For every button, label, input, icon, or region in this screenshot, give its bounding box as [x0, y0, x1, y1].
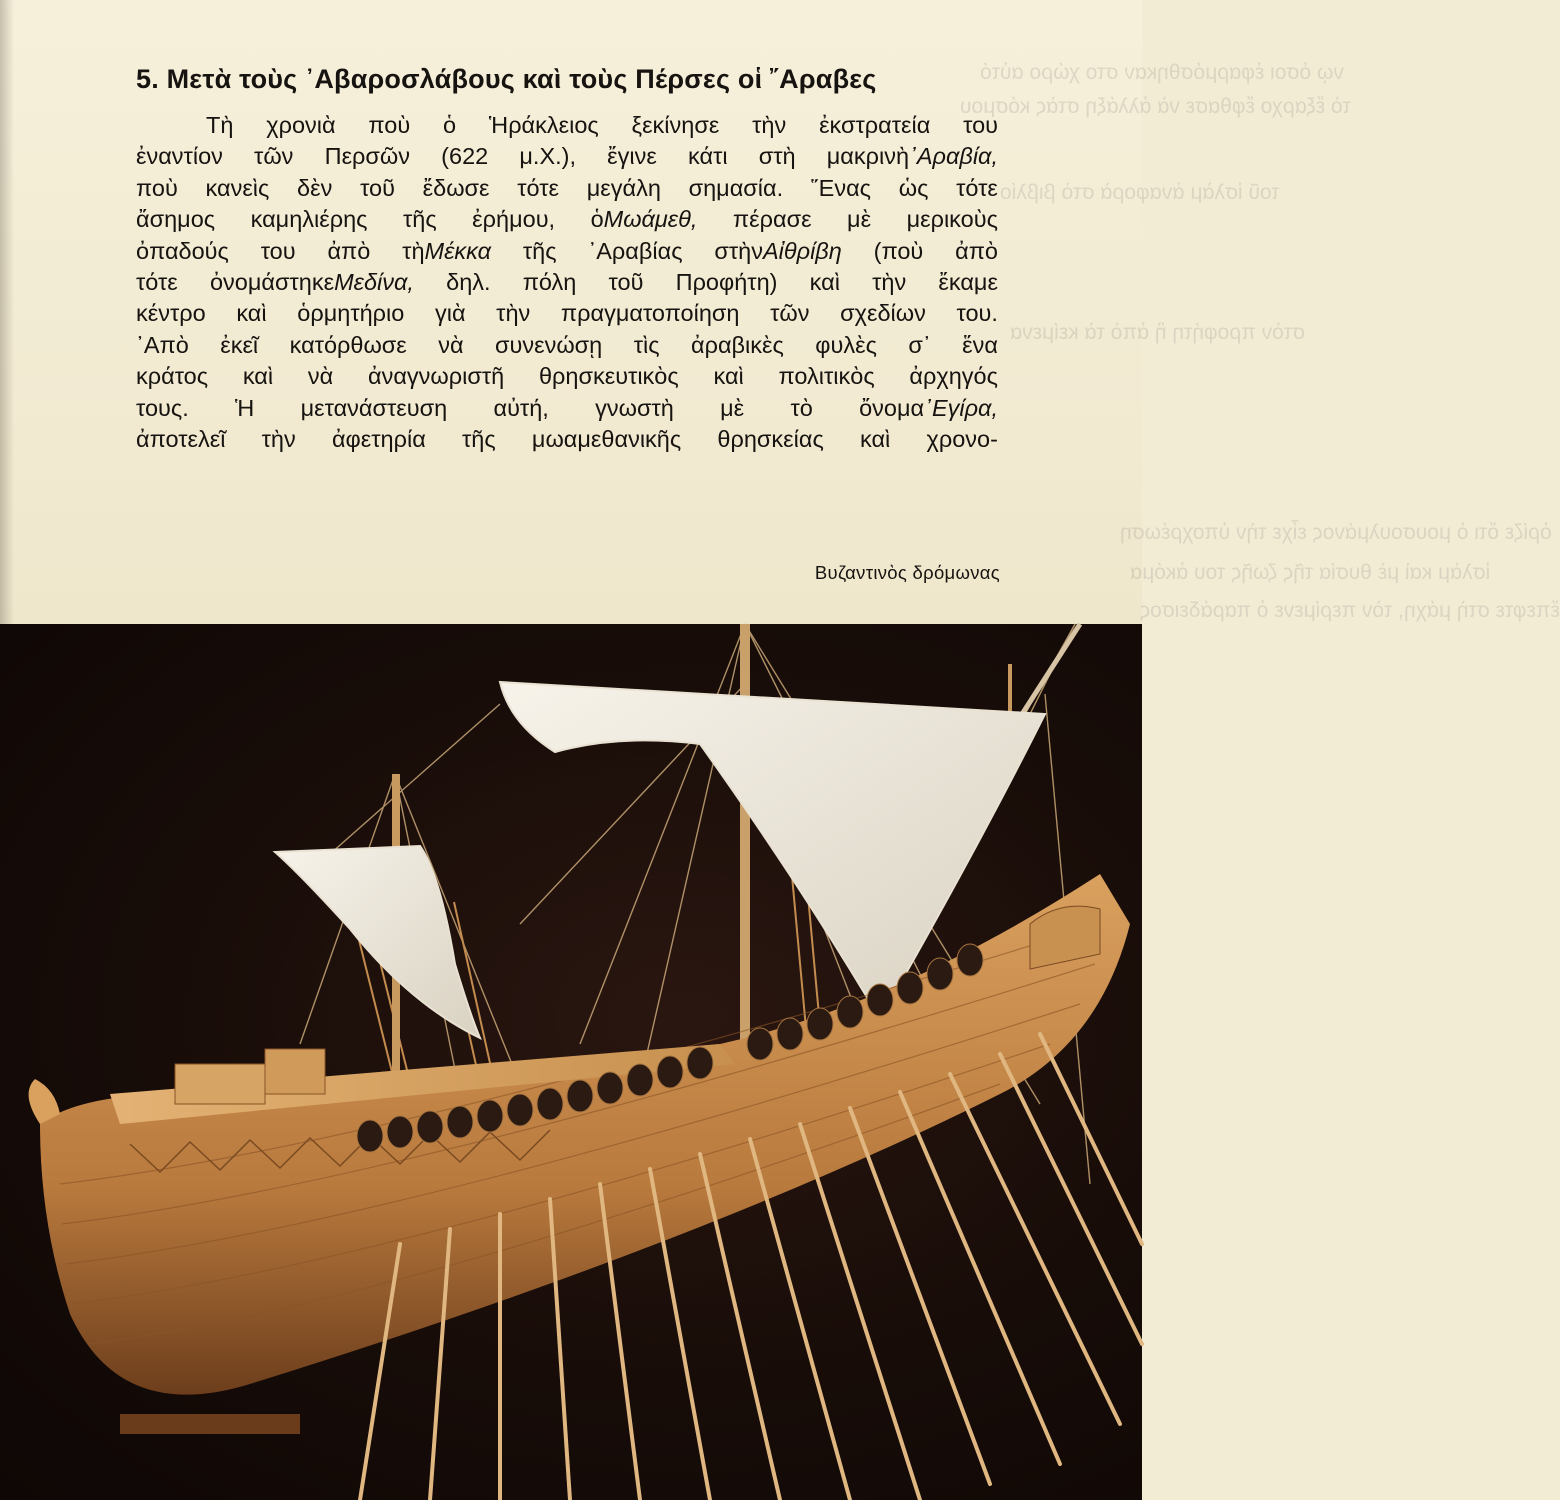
- word: ᾿Απὸ: [136, 331, 189, 358]
- word: μὲ: [847, 206, 872, 233]
- word: φυλὲς: [815, 331, 877, 358]
- text-line: [136, 204, 998, 235]
- word: τῆς: [462, 425, 496, 452]
- word: μετανάστευση: [300, 394, 448, 421]
- word: (ποὺ: [873, 237, 924, 264]
- word: τους.: [136, 394, 189, 421]
- word: μωαμεθανικῆς: [531, 425, 682, 452]
- word: ὀπαδούς: [136, 237, 229, 264]
- word: Ἡ: [235, 394, 255, 421]
- word: ποὺ: [136, 174, 178, 201]
- word: μὲ: [720, 394, 745, 421]
- word: τοῦ: [608, 268, 644, 295]
- word: κάτι: [688, 143, 728, 170]
- word: ὡς: [898, 174, 929, 201]
- word: αὐτή,: [493, 394, 549, 421]
- word: τὴν: [872, 268, 907, 295]
- word: σημασία.: [688, 174, 784, 201]
- word: ὁρμητήριο: [297, 300, 405, 327]
- word: συνενώσῃ: [495, 331, 603, 358]
- word: ἐναντίον: [136, 143, 223, 170]
- word: τὴν: [496, 300, 531, 327]
- word: τότε: [956, 174, 998, 201]
- word: κράτος: [136, 363, 209, 390]
- word: ἀφετηρία: [331, 425, 426, 452]
- word: του: [260, 237, 296, 264]
- text-line: [136, 330, 998, 361]
- word: καὶ: [860, 425, 891, 452]
- word: ξεκίνησε: [631, 112, 720, 138]
- word: ποὺ: [368, 112, 411, 138]
- word: πραγματοποίηση: [560, 300, 740, 327]
- bleed-through-text: νῳ ὁσοι ἐφαρμόσθηκαν στο χώρο αὐτό τὸ ἔξαρχο ἔφθασε νὰ ἀλλάξη στὰς κόσμου τοῦ ἰσλὰμ ἀναφορὰ στὸ βιβλίο στὸν προφήτη ἢ ἀπὸ τὰ κείμενα ὁρίζε ὅτι ὁ μουσουλμάνος εἶχε τὴν ὑποχρέωση ἰσλὰμ καὶ μὲ θυσία τῆς ζωῆς του ἀκόμα ἔπεφτε στὴ μάχη, τὸν περίμενε ὁ παράδεισος: [960, 61, 1560, 622]
- word: ἄσημος: [136, 206, 216, 233]
- word: πόλη: [522, 268, 577, 295]
- word: στὴνΑἰθρίβη: [714, 237, 842, 264]
- word: του.: [956, 300, 998, 327]
- word: πολιτικὸς: [778, 363, 875, 390]
- word: ἐκεῖ: [220, 331, 259, 358]
- word: τὶς: [633, 331, 660, 358]
- word: καὶ: [713, 363, 744, 390]
- word: γνωστὴ: [595, 394, 674, 421]
- word: τῆς: [522, 237, 557, 264]
- word: δηλ.: [446, 268, 491, 295]
- word: μεγάλη: [586, 174, 661, 201]
- word: ἀπὸ: [327, 237, 371, 264]
- model-stand: [120, 1414, 300, 1434]
- word: τῆς: [402, 206, 437, 233]
- ship-photo: [0, 624, 1142, 1500]
- word: Ἡράκλειος: [488, 112, 599, 138]
- word: μερικοὺς: [906, 206, 998, 233]
- word: καὶ: [242, 363, 274, 390]
- word: τότε: [136, 268, 178, 295]
- word: πέρασε: [732, 206, 812, 233]
- word: μ.Χ.),: [519, 143, 577, 170]
- figure-caption: Βυζαντινὸς δρόμωνας: [814, 562, 1000, 583]
- word: ἀπὸ: [955, 237, 998, 264]
- word: γιὰ: [434, 300, 466, 327]
- word: σχεδίων: [840, 300, 926, 327]
- text-line: [136, 361, 998, 392]
- word: θρησκευτικὸς: [538, 363, 679, 390]
- text-line: [136, 267, 998, 298]
- word: ᾿Αραβίας: [588, 237, 683, 264]
- word: ἔγινε: [607, 143, 657, 170]
- word: ὁ: [443, 112, 457, 138]
- word: καὶ: [809, 268, 840, 295]
- word: Περσῶν: [324, 143, 411, 170]
- body-paragraph: [136, 110, 998, 455]
- word: ἔκαμε: [938, 268, 998, 295]
- word: κατόρθωσε: [289, 331, 407, 358]
- word: ἔδωσε: [422, 174, 490, 201]
- word: τὴν: [752, 112, 787, 138]
- word: ἐρήμου,: [472, 206, 556, 233]
- word: ὁΜωάμεθ,: [590, 206, 698, 233]
- word: μακρινὴ᾿Αραβία,: [826, 143, 998, 170]
- word: νὰ: [307, 363, 334, 390]
- text-line: [136, 110, 998, 141]
- word: (622: [441, 143, 489, 170]
- fore-sail: [275, 846, 480, 1038]
- word: ἀρχηγός: [909, 363, 998, 390]
- word: ἕνα: [962, 331, 998, 358]
- word: ὄνομα᾿Εγίρα,: [859, 394, 998, 421]
- ship-illustration: [0, 624, 1142, 1500]
- word: νὰ: [438, 331, 464, 358]
- word: χρονο-: [926, 425, 998, 452]
- word: τὴΜέκκα: [402, 237, 492, 264]
- text-line: [136, 173, 998, 204]
- word: ἀραβικὲς: [690, 331, 784, 358]
- word: τότε: [517, 174, 560, 201]
- word: ἀναγνωριστῆ: [367, 363, 505, 390]
- word: τῶν: [770, 300, 810, 327]
- word: στὴ: [758, 143, 796, 170]
- fore-castle: [175, 1064, 265, 1104]
- text-line: [136, 393, 998, 424]
- word: τοῦ: [360, 174, 395, 201]
- word: καὶ: [236, 300, 267, 327]
- word: καμηλιέρης: [250, 206, 368, 233]
- text-line: [136, 298, 998, 329]
- word: ὀνομάστηκεΜεδίνα,: [209, 268, 414, 295]
- word: κέντρο: [136, 300, 206, 327]
- section-title: 5. Μετὰ τοὺς ᾿Αβαροσλάβους καὶ τοὺς Πέρσες οἱ ῎Αραβες: [136, 64, 877, 94]
- word: χρονιὰ: [266, 112, 336, 138]
- word: κανεὶς: [205, 174, 270, 201]
- word: Τὴ: [206, 112, 234, 138]
- text-line: [136, 424, 998, 455]
- text-line: [136, 236, 998, 267]
- word: τῶν: [254, 143, 294, 170]
- word: δὲν: [297, 174, 333, 201]
- word: Προφήτη): [675, 268, 778, 295]
- word: θρησκείας: [717, 425, 824, 452]
- word: σ᾿: [908, 331, 931, 358]
- word: ῞Ενας: [810, 174, 872, 201]
- text-line: [136, 141, 998, 172]
- cabin: [265, 1049, 325, 1094]
- word: τὴν: [261, 425, 296, 452]
- word: ἐκστρατεία: [819, 112, 931, 138]
- word: του: [963, 112, 998, 138]
- word: ἀποτελεῖ: [136, 425, 226, 452]
- word: τὸ: [790, 394, 813, 421]
